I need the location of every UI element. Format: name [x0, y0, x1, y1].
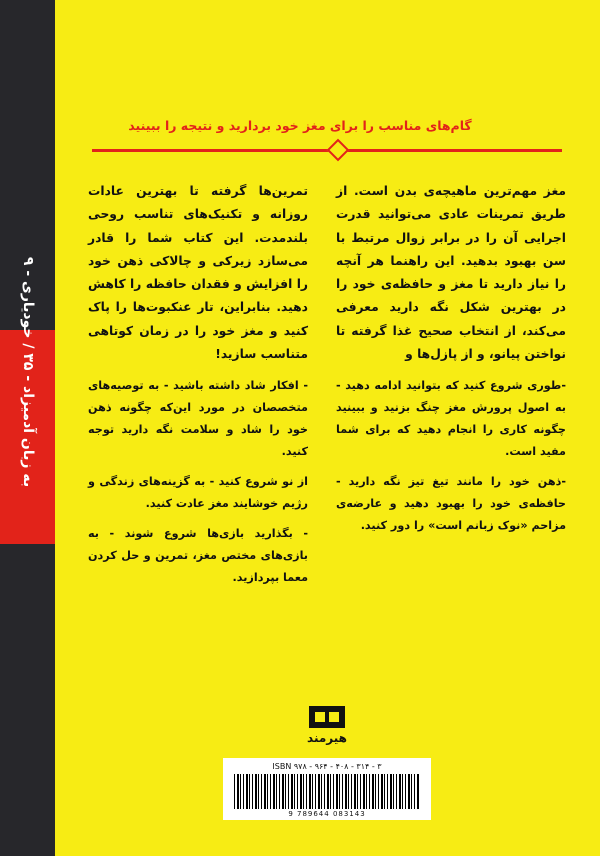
- spine-series-label: به زبان آدمیزاد - ۳۵ / خودیاری - ۹: [20, 256, 36, 488]
- tagline: گام‌های مناسب را برای مغز خود بردارید و نتیجه را ببینید: [128, 118, 472, 133]
- diamond-ornament-icon: [327, 139, 350, 162]
- barcode-digits: 9 789644 083143: [288, 810, 366, 818]
- bullet-list-left: [88, 375, 308, 597]
- barcode-icon: [234, 774, 420, 809]
- bullet-item: - بگذارید بازی‌ها شروع شوند - به بازی‌های مختص مغز، تمرین و حل کردن معما بپردازید.: [88, 527, 308, 584]
- bullet-list-right: [336, 375, 566, 545]
- publisher-logo-icon: [309, 706, 345, 728]
- intro-paragraph-left: تمرین‌ها گرفته تا بهترین عادات روزانه و تکنیک‌های تناسب روحی بلندمدت. این کتاب شما را قادر می‌سازد زیرکی و چالاکی ذهن خود را افزایش و فقدان حافظه را کاهش دهید. بنابراین، تار عنکبوت‌ها را پاک کنید و مغز خود را در زمان کوتاهی متناسب سازید!: [88, 184, 308, 362]
- bullet-item: - افکار شاد داشته باشید - به توصیه‌های متخصصان در مورد این‌که چگونه ذهن خود را شاد و سلامت نگه دارید توجه کنید.: [88, 379, 308, 458]
- intro-paragraph-right: مغز مهم‌ترین ماهیچه‌ی بدن است. از طریق تمرینات عادی می‌توانید قدرت اجرایی آن را در برابر زوال مرتبط با سن بهبود بدهید. این راهنما هر آنچه را نیاز دارید تا مغز و حافظه‌ی خود را در بهترین شکل نگه دارید معرفی می‌کند، از انتخاب صحیح غذا گرفته تا نواختن پیانو، و از پازل‌ها و: [336, 184, 566, 362]
- bullet-item: از نو شروع کنید - به گزینه‌های زندگی و رژیم خوشایند مغز عادت کنید.: [88, 475, 308, 510]
- isbn-number: ISBN ۹۷۸ - ۹۶۴ - ۴۰۸ - ۳۱۴ - ۳: [272, 762, 382, 771]
- bullet-item: -ذهن خود را مانند تیغ تیز نگه دارید - حافظه‌ی خود را بهبود دهید و عارضه‌ی مزاحم «نوک زبانم است» را دور کنید.: [336, 475, 566, 532]
- publisher-name: هیرمند: [307, 731, 347, 745]
- bullet-item: -طوری شروع کنید که بتوانید ادامه دهید - به اصول پرورش مغز چنگ بزنید و ببینید چگونه کاری را انجام دهید که برای شما مفید است.: [336, 379, 566, 458]
